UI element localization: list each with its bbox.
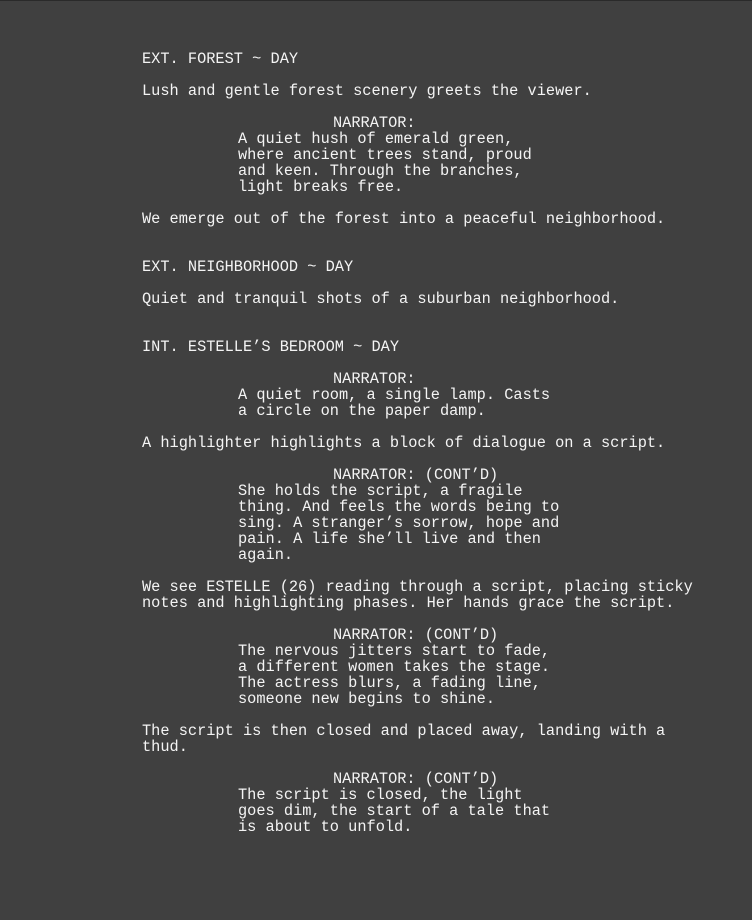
dialogue-line: The script is closed, the light (238, 786, 523, 804)
action-line: A highlighter highlights a block of dialogue on a script. (142, 434, 666, 452)
character-name: NARRATOR: (333, 114, 416, 132)
dialogue-line: is about to unfold. (238, 818, 413, 836)
character-name: NARRATOR: (CONT’D) (333, 770, 499, 788)
scene-heading: INT. ESTELLE’S BEDROOM ~ DAY (142, 338, 400, 356)
dialogue-line: a circle on the paper damp. (238, 402, 486, 420)
dialogue-line: The actress blurs, a fading line, (238, 674, 541, 692)
action-line: Quiet and tranquil shots of a suburban neighborhood. (142, 290, 620, 308)
action-line: notes and highlighting phases. Her hands grace the script. (142, 594, 675, 612)
dialogue-line: A quiet hush of emerald green, (238, 130, 514, 148)
action-line: We see ESTELLE (26) reading through a script, placing sticky (142, 578, 693, 596)
scene-heading: EXT. NEIGHBORHOOD ~ DAY (142, 258, 354, 276)
dialogue-line: again. (238, 546, 294, 564)
dialogue-line: light breaks free. (238, 178, 404, 196)
dialogue-line: goes dim, the start of a tale that (238, 802, 551, 820)
dialogue-line: A quiet room, a single lamp. Casts (238, 386, 551, 404)
dialogue-line: pain. A life she’ll live and then (238, 530, 541, 548)
dialogue-line: someone new begins to shine. (238, 690, 496, 708)
action-line: thud. (142, 738, 188, 756)
action-line: The script is then closed and placed away, landing with a (142, 722, 666, 740)
dialogue-line: sing. A stranger’s sorrow, hope and (238, 514, 560, 532)
action-line: Lush and gentle forest scenery greets the viewer. (142, 82, 592, 100)
dialogue-line: thing. And feels the words being to (238, 498, 560, 516)
dialogue-line: where ancient trees stand, proud (238, 146, 532, 164)
character-name: NARRATOR: (333, 370, 416, 388)
character-name: NARRATOR: (CONT’D) (333, 626, 499, 644)
dialogue-line: She holds the script, a fragile (238, 482, 523, 500)
scene-heading: EXT. FOREST ~ DAY (142, 50, 299, 68)
action-line: We emerge out of the forest into a peaceful neighborhood. (142, 210, 666, 228)
dialogue-line: a different women takes the stage. (238, 658, 551, 676)
dialogue-line: and keen. Through the branches, (238, 162, 523, 180)
character-name: NARRATOR: (CONT’D) (333, 466, 499, 484)
dialogue-line: The nervous jitters start to fade, (238, 642, 551, 660)
